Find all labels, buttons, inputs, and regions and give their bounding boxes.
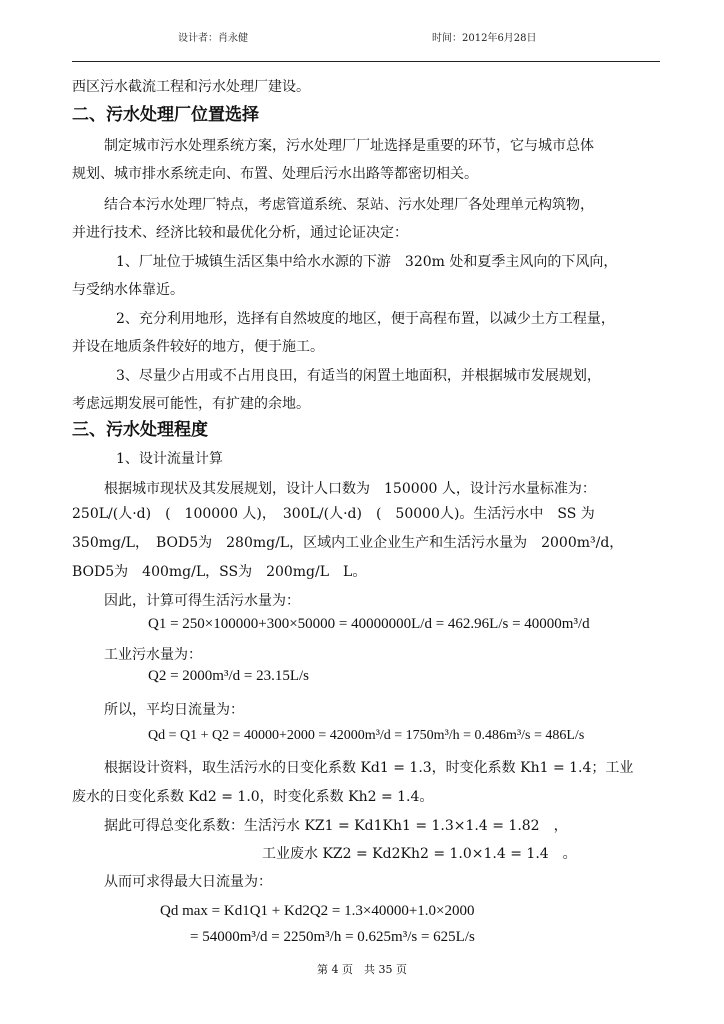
paragraph-13: 从而可求得最大日流量为：: [104, 874, 272, 890]
header-designer: 设计者：肖永健: [178, 33, 248, 44]
paragraph-11a: 根据设计资料，取生活污水的日变化系数 Kd1 = 1.3，时变化系数 Kh1 = 1.4；工业: [104, 760, 634, 776]
paragraph-1a: 制定城市污水处理系统方案，污水处理厂厂址选择是重要的环节，它与城市总体: [104, 138, 594, 154]
paragraph-0: 西区污水截流工程和污水处理厂建设。: [72, 79, 310, 95]
list-item-3a: 3、尽量少占用或不占用良田，有适当的闲置土地面积，并根据城市发展规划，: [116, 368, 601, 384]
paragraph-12b: 工业废水 KZ2 = Kd2Kh2 = 1.0×1.4 = 1.4 。: [262, 846, 577, 862]
paragraph-10: 所以，平均日流量为：: [104, 702, 244, 718]
paragraph-1b: 规划、城市排水系统走向、布置、处理后污水出路等都密切相关。: [72, 166, 478, 182]
list-item-2a: 2、充分利用地形，选择有自然坡度的地区，便于高程布置，以减少土方工程量，: [116, 311, 615, 327]
equation-average-flow: Qd = Q1 + Q2 = 40000+2000 = 42000m³/d = 1750m³/h = 0.486m³/s = 486L/s: [148, 728, 585, 743]
section-heading-degree: 三、污水处理程度: [72, 420, 208, 440]
equation-industrial-flow: Q2 = 2000m³/d = 23.15L/s: [148, 668, 310, 684]
paragraph-7c: 350mg/L， BOD5为 280mg/L，区域内工业企业生产和生活污水量为 2000m³/d，: [72, 535, 624, 551]
list-item-1a: 1、厂址位于城镇生活区集中给水水源的下游 320m 处和夏季主风向的下风向，: [116, 254, 618, 270]
equation-domestic-flow: Q1 = 250×100000+300×50000 = 40000000L/d = 462.96L/s = 40000m³/d: [148, 616, 590, 632]
section-heading-site: 二、污水处理厂位置选择: [72, 105, 259, 125]
paragraph-12a: 据此可得总变化系数：生活污水 KZ1 = Kd1Kh1 = 1.3×1.4 = 1.82 ，: [104, 818, 568, 834]
list-item-2b: 并设在地质条件较好的地方，便于施工。: [72, 339, 324, 355]
paragraph-2a: 结合本污水处理厂特点，考虑管道系统、泵站、污水处理厂各处理单元构筑物，: [104, 197, 594, 213]
paragraph-9: 工业污水量为：: [104, 647, 202, 663]
page-number: 第 4 页 共 35 页: [317, 963, 407, 976]
paragraph-11b: 废水的日变化系数 Kd2 = 1.0，时变化系数 Kh2 = 1.4。: [72, 789, 434, 805]
paragraph-7b: 250L/(人·d) ( 100000 人)， 300L/(人·d) ( 50000人)。生活污水中 SS 为: [72, 506, 595, 522]
list-item-1b: 与受纳水体靠近。: [72, 282, 184, 298]
paragraph-7d: BOD5为 400mg/L，SS为 200mg/L L。: [72, 564, 367, 580]
header-rule: [72, 61, 660, 62]
equation-max-flow-2: = 54000m³/d = 2250m³/h = 0.625m³/s = 625L/s: [190, 929, 475, 945]
subsection-title: 1、设计流量计算: [116, 451, 223, 467]
paragraph-8: 因此，计算可得生活污水量为：: [104, 593, 300, 609]
paragraph-7a: 根据城市现状及其发展规划，设计人口数为 150000 人，设计污水量标准为：: [104, 481, 596, 497]
paragraph-2b: 并进行技术、经济比较和最优化分析，通过论证决定：: [72, 225, 408, 241]
header-date: 时间：2012年6月28日: [432, 33, 537, 44]
list-item-3b: 考虑远期发展可能性，有扩建的余地。: [72, 396, 310, 412]
equation-max-flow-1: Qd max = Kd1Q1 + Kd2Q2 = 1.3×40000+1.0×2000: [160, 903, 475, 919]
